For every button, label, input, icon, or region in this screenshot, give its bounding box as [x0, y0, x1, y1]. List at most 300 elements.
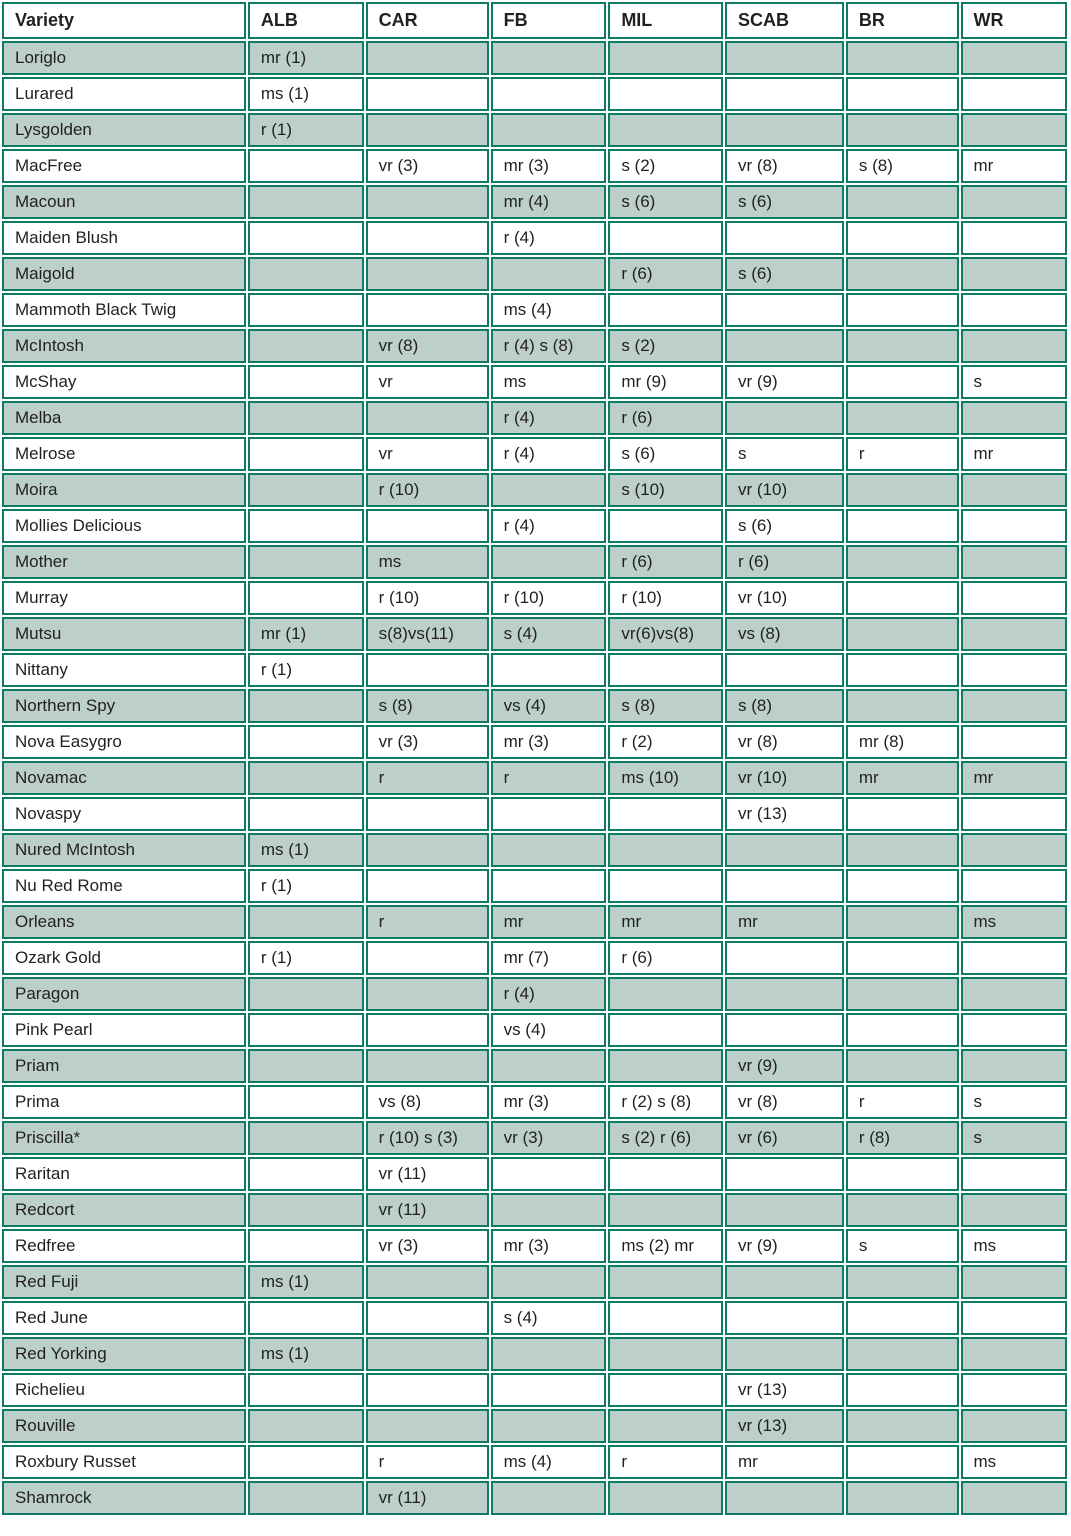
rating-cell-br — [846, 473, 959, 507]
rating-cell-scab: vr (13) — [725, 797, 844, 831]
rating-cell-alb — [248, 257, 364, 291]
rating-cell-scab: vr (6) — [725, 1121, 844, 1155]
rating-cell-alb — [248, 473, 364, 507]
rating-cell-car — [366, 1373, 489, 1407]
rating-cell-car: vr (11) — [366, 1193, 489, 1227]
rating-cell-br — [846, 113, 959, 147]
variety-cell: Mother — [2, 545, 246, 579]
rating-cell-scab — [725, 1157, 844, 1191]
rating-cell-br — [846, 1445, 959, 1479]
rating-cell-fb — [491, 113, 607, 147]
table-row — [2, 653, 1067, 687]
column-header-variety: Variety — [2, 2, 246, 39]
rating-cell-br: mr — [846, 761, 959, 795]
rating-cell-alb: r (1) — [248, 113, 364, 147]
variety-cell: Pink Pearl — [2, 1013, 246, 1047]
rating-cell-br: s (8) — [846, 149, 959, 183]
rating-cell-alb — [248, 689, 364, 723]
rating-cell-fb: r (4) — [491, 509, 607, 543]
rating-cell-mil: vr(6)vs(8) — [608, 617, 723, 651]
rating-cell-wr — [961, 797, 1068, 831]
rating-cell-mil: s (8) — [608, 689, 723, 723]
rating-cell-car — [366, 797, 489, 831]
rating-cell-fb — [491, 77, 607, 111]
rating-cell-scab: vr (9) — [725, 1229, 844, 1263]
rating-cell-fb — [491, 1409, 607, 1443]
rating-cell-fb — [491, 1157, 607, 1191]
rating-cell-br — [846, 1481, 959, 1515]
column-header-car: CAR — [366, 2, 489, 39]
rating-cell-scab — [725, 1013, 844, 1047]
rating-cell-car: vr — [366, 365, 489, 399]
rating-cell-wr — [961, 1409, 1068, 1443]
rating-cell-car: r (10) s (3) — [366, 1121, 489, 1155]
table-row — [2, 77, 1067, 111]
variety-cell: Rouville — [2, 1409, 246, 1443]
rating-cell-alb — [248, 149, 364, 183]
rating-cell-mil: r (6) — [608, 401, 723, 435]
variety-cell: Mollies Delicious — [2, 509, 246, 543]
rating-cell-mil: s (10) — [608, 473, 723, 507]
rating-cell-alb — [248, 905, 364, 939]
rating-cell-car: vr (3) — [366, 1229, 489, 1263]
rating-cell-br — [846, 1373, 959, 1407]
rating-cell-br: mr (8) — [846, 725, 959, 759]
rating-cell-car — [366, 1337, 489, 1371]
rating-cell-br — [846, 1013, 959, 1047]
rating-cell-br — [846, 581, 959, 615]
rating-cell-wr — [961, 41, 1068, 75]
rating-cell-fb — [491, 869, 607, 903]
variety-cell: Melrose — [2, 437, 246, 471]
rating-cell-br — [846, 185, 959, 219]
variety-cell: Novamac — [2, 761, 246, 795]
rating-cell-scab: vr (10) — [725, 473, 844, 507]
rating-cell-mil — [608, 77, 723, 111]
rating-cell-mil: r (6) — [608, 941, 723, 975]
rating-cell-scab: vr (8) — [725, 149, 844, 183]
rating-cell-fb: mr (3) — [491, 1085, 607, 1119]
table-row — [2, 1409, 1067, 1443]
rating-cell-mil — [608, 509, 723, 543]
rating-cell-car: r — [366, 1445, 489, 1479]
variety-cell: Lurared — [2, 77, 246, 111]
column-header-fb: FB — [491, 2, 607, 39]
rating-cell-fb — [491, 1049, 607, 1083]
rating-cell-fb — [491, 833, 607, 867]
table-row — [2, 257, 1067, 291]
table-row — [2, 113, 1067, 147]
rating-cell-br — [846, 509, 959, 543]
rating-cell-alb: r (1) — [248, 941, 364, 975]
rating-cell-alb — [248, 1157, 364, 1191]
variety-cell: Melba — [2, 401, 246, 435]
rating-cell-wr — [961, 257, 1068, 291]
rating-cell-fb: r (10) — [491, 581, 607, 615]
rating-cell-wr: ms — [961, 1445, 1068, 1479]
rating-cell-fb: ms (4) — [491, 293, 607, 327]
variety-cell: Northern Spy — [2, 689, 246, 723]
rating-cell-car: vr — [366, 437, 489, 471]
rating-cell-wr — [961, 869, 1068, 903]
rating-cell-mil — [608, 1049, 723, 1083]
rating-cell-alb — [248, 365, 364, 399]
variety-cell: Nured McIntosh — [2, 833, 246, 867]
rating-cell-wr — [961, 977, 1068, 1011]
rating-cell-car — [366, 401, 489, 435]
rating-cell-alb: ms (1) — [248, 77, 364, 111]
rating-cell-br — [846, 1193, 959, 1227]
variety-cell: Moira — [2, 473, 246, 507]
rating-cell-mil: s (2) — [608, 329, 723, 363]
rating-cell-fb — [491, 797, 607, 831]
rating-cell-fb: r (4) — [491, 221, 607, 255]
variety-cell: McIntosh — [2, 329, 246, 363]
variety-cell: Shamrock — [2, 1481, 246, 1515]
variety-cell: Paragon — [2, 977, 246, 1011]
rating-cell-br — [846, 41, 959, 75]
table-row — [2, 221, 1067, 255]
rating-cell-scab: mr — [725, 1445, 844, 1479]
rating-cell-mil — [608, 1013, 723, 1047]
rating-cell-br — [846, 1049, 959, 1083]
rating-cell-scab: s (8) — [725, 689, 844, 723]
rating-cell-wr — [961, 509, 1068, 543]
rating-cell-car: ms — [366, 545, 489, 579]
header-row — [2, 2, 1067, 39]
column-header-scab: SCAB — [725, 2, 844, 39]
rating-cell-wr — [961, 1481, 1068, 1515]
rating-cell-alb — [248, 1409, 364, 1443]
rating-cell-wr — [961, 185, 1068, 219]
rating-cell-scab — [725, 221, 844, 255]
table-row — [2, 1373, 1067, 1407]
rating-cell-fb: ms — [491, 365, 607, 399]
rating-cell-scab — [725, 653, 844, 687]
rating-cell-br — [846, 1337, 959, 1371]
rating-cell-br — [846, 221, 959, 255]
rating-cell-wr — [961, 941, 1068, 975]
column-header-wr: WR — [961, 2, 1068, 39]
rating-cell-scab: vr (8) — [725, 725, 844, 759]
table-row — [2, 1229, 1067, 1263]
table-row — [2, 1481, 1067, 1515]
rating-cell-car: vr (3) — [366, 725, 489, 759]
rating-cell-scab — [725, 941, 844, 975]
rating-cell-mil — [608, 977, 723, 1011]
rating-cell-alb: ms (1) — [248, 833, 364, 867]
rating-cell-alb: mr (1) — [248, 617, 364, 651]
rating-cell-scab: vr (10) — [725, 581, 844, 615]
rating-cell-mil — [608, 833, 723, 867]
rating-cell-br — [846, 797, 959, 831]
rating-cell-br — [846, 1157, 959, 1191]
rating-cell-alb — [248, 437, 364, 471]
rating-cell-scab: vr (13) — [725, 1409, 844, 1443]
variety-cell: Redfree — [2, 1229, 246, 1263]
rating-cell-car: r — [366, 761, 489, 795]
rating-cell-scab — [725, 1481, 844, 1515]
variety-cell: Nu Red Rome — [2, 869, 246, 903]
column-header-br: BR — [846, 2, 959, 39]
table-row — [2, 833, 1067, 867]
rating-cell-alb — [248, 977, 364, 1011]
rating-cell-mil — [608, 293, 723, 327]
rating-cell-wr — [961, 1049, 1068, 1083]
rating-cell-scab: s (6) — [725, 185, 844, 219]
rating-cell-wr — [961, 221, 1068, 255]
rating-cell-wr: s — [961, 365, 1068, 399]
rating-cell-alb — [248, 185, 364, 219]
variety-cell: Richelieu — [2, 1373, 246, 1407]
rating-cell-fb — [491, 473, 607, 507]
rating-cell-br — [846, 869, 959, 903]
rating-cell-alb: r (1) — [248, 653, 364, 687]
rating-cell-scab — [725, 1193, 844, 1227]
rating-cell-fb: mr (4) — [491, 185, 607, 219]
rating-cell-wr — [961, 1193, 1068, 1227]
rating-cell-scab: s (6) — [725, 509, 844, 543]
rating-cell-fb: mr (3) — [491, 1229, 607, 1263]
rating-cell-scab: r (6) — [725, 545, 844, 579]
variety-cell: MacFree — [2, 149, 246, 183]
rating-cell-car: s (8) — [366, 689, 489, 723]
table-row — [2, 869, 1067, 903]
variety-cell: Priscilla* — [2, 1121, 246, 1155]
rating-cell-scab: s — [725, 437, 844, 471]
variety-cell: Redcort — [2, 1193, 246, 1227]
rating-cell-br — [846, 689, 959, 723]
rating-cell-car — [366, 41, 489, 75]
rating-cell-fb — [491, 653, 607, 687]
rating-cell-car — [366, 509, 489, 543]
rating-cell-wr — [961, 725, 1068, 759]
rating-cell-fb: vs (4) — [491, 1013, 607, 1047]
rating-cell-car — [366, 113, 489, 147]
rating-cell-fb: s (4) — [491, 1301, 607, 1335]
rating-cell-alb — [248, 797, 364, 831]
rating-cell-car — [366, 77, 489, 111]
rating-cell-scab: vr (10) — [725, 761, 844, 795]
rating-cell-mil — [608, 1409, 723, 1443]
rating-cell-scab: vr (9) — [725, 1049, 844, 1083]
rating-cell-scab — [725, 1301, 844, 1335]
rating-cell-mil: s (6) — [608, 437, 723, 471]
rating-cell-alb — [248, 1049, 364, 1083]
rating-cell-br: s — [846, 1229, 959, 1263]
rating-cell-br — [846, 329, 959, 363]
rating-cell-alb: ms (1) — [248, 1265, 364, 1299]
rating-cell-car — [366, 977, 489, 1011]
variety-cell: Red June — [2, 1301, 246, 1335]
rating-cell-scab — [725, 401, 844, 435]
rating-cell-scab — [725, 293, 844, 327]
rating-cell-fb — [491, 545, 607, 579]
variety-cell: Roxbury Russet — [2, 1445, 246, 1479]
table-row — [2, 1013, 1067, 1047]
rating-cell-mil — [608, 1193, 723, 1227]
table-row — [2, 1049, 1067, 1083]
rating-cell-car — [366, 1013, 489, 1047]
rating-cell-fb: vs (4) — [491, 689, 607, 723]
rating-cell-car — [366, 653, 489, 687]
rating-cell-fb: s (4) — [491, 617, 607, 651]
rating-cell-alb — [248, 329, 364, 363]
rating-cell-wr — [961, 689, 1068, 723]
rating-cell-br: r (8) — [846, 1121, 959, 1155]
variety-cell: Loriglo — [2, 41, 246, 75]
rating-cell-fb: r (4) — [491, 977, 607, 1011]
rating-cell-scab — [725, 833, 844, 867]
rating-cell-mil — [608, 113, 723, 147]
rating-cell-scab: vr (13) — [725, 1373, 844, 1407]
rating-cell-alb — [248, 1481, 364, 1515]
rating-cell-mil: r — [608, 1445, 723, 1479]
table-row — [2, 437, 1067, 471]
rating-cell-fb: r (4) — [491, 401, 607, 435]
rating-cell-scab — [725, 41, 844, 75]
variety-cell: Lysgolden — [2, 113, 246, 147]
variety-cell: Mutsu — [2, 617, 246, 651]
rating-cell-wr: mr — [961, 761, 1068, 795]
rating-cell-br — [846, 905, 959, 939]
rating-cell-wr: ms — [961, 1229, 1068, 1263]
table-row — [2, 977, 1067, 1011]
rating-cell-br — [846, 401, 959, 435]
rating-cell-scab: mr — [725, 905, 844, 939]
table-row — [2, 617, 1067, 651]
rating-cell-car — [366, 1301, 489, 1335]
table-row — [2, 365, 1067, 399]
rating-cell-wr — [961, 1265, 1068, 1299]
rating-cell-fb — [491, 257, 607, 291]
rating-cell-mil — [608, 221, 723, 255]
table-row — [2, 1157, 1067, 1191]
rating-cell-fb — [491, 1193, 607, 1227]
rating-cell-br — [846, 941, 959, 975]
rating-cell-scab — [725, 1337, 844, 1371]
rating-cell-alb — [248, 293, 364, 327]
rating-cell-alb — [248, 725, 364, 759]
rating-cell-fb — [491, 1481, 607, 1515]
variety-cell: Nittany — [2, 653, 246, 687]
variety-cell: Red Yorking — [2, 1337, 246, 1371]
rating-cell-br — [846, 365, 959, 399]
table-row — [2, 545, 1067, 579]
rating-cell-mil — [608, 1337, 723, 1371]
rating-cell-car: s(8)vs(11) — [366, 617, 489, 651]
rating-cell-scab — [725, 977, 844, 1011]
table-row — [2, 509, 1067, 543]
rating-cell-wr — [961, 77, 1068, 111]
rating-cell-alb — [248, 1445, 364, 1479]
rating-cell-mil — [608, 869, 723, 903]
rating-cell-fb: r (4) — [491, 437, 607, 471]
rating-cell-car: r (10) — [366, 581, 489, 615]
rating-cell-br — [846, 257, 959, 291]
table-row — [2, 1265, 1067, 1299]
table-row — [2, 329, 1067, 363]
rating-cell-wr — [961, 653, 1068, 687]
column-header-alb: ALB — [248, 2, 364, 39]
rating-cell-br — [846, 1265, 959, 1299]
rating-cell-alb — [248, 1085, 364, 1119]
rating-cell-mil: mr — [608, 905, 723, 939]
rating-cell-mil: r (6) — [608, 545, 723, 579]
table-row — [2, 473, 1067, 507]
rating-cell-br — [846, 977, 959, 1011]
table-row — [2, 401, 1067, 435]
rating-cell-scab — [725, 329, 844, 363]
table-row — [2, 185, 1067, 219]
rating-cell-mil: s (6) — [608, 185, 723, 219]
rating-cell-scab: vr (8) — [725, 1085, 844, 1119]
rating-cell-wr — [961, 1301, 1068, 1335]
rating-cell-alb — [248, 581, 364, 615]
rating-cell-car — [366, 1049, 489, 1083]
rating-cell-car — [366, 185, 489, 219]
rating-cell-wr — [961, 113, 1068, 147]
table-row — [2, 761, 1067, 795]
rating-cell-car: r — [366, 905, 489, 939]
rating-cell-scab: vr (9) — [725, 365, 844, 399]
rating-cell-wr — [961, 617, 1068, 651]
rating-cell-alb: mr (1) — [248, 41, 364, 75]
rating-cell-fb: mr (3) — [491, 149, 607, 183]
rating-cell-mil — [608, 1157, 723, 1191]
variety-cell: Maigold — [2, 257, 246, 291]
rating-cell-alb — [248, 1373, 364, 1407]
rating-cell-alb — [248, 509, 364, 543]
rating-cell-wr — [961, 329, 1068, 363]
rating-cell-mil: ms (2) mr — [608, 1229, 723, 1263]
rating-cell-mil — [608, 1301, 723, 1335]
rating-cell-fb: mr (3) — [491, 725, 607, 759]
rating-cell-scab — [725, 1265, 844, 1299]
rating-cell-mil: r (2) — [608, 725, 723, 759]
rating-cell-br — [846, 545, 959, 579]
rating-cell-car — [366, 221, 489, 255]
rating-cell-fb: mr — [491, 905, 607, 939]
variety-cell: McShay — [2, 365, 246, 399]
rating-cell-wr: s — [961, 1121, 1068, 1155]
table-row — [2, 293, 1067, 327]
table-row — [2, 149, 1067, 183]
rating-cell-wr — [961, 401, 1068, 435]
rating-cell-mil: r (2) s (8) — [608, 1085, 723, 1119]
variety-cell: Nova Easygro — [2, 725, 246, 759]
table-row — [2, 725, 1067, 759]
rating-cell-wr: mr — [961, 437, 1068, 471]
rating-cell-scab — [725, 113, 844, 147]
rating-cell-fb — [491, 41, 607, 75]
rating-cell-wr — [961, 581, 1068, 615]
rating-cell-fb — [491, 1373, 607, 1407]
column-header-mil: MIL — [608, 2, 723, 39]
rating-cell-mil: s (2) — [608, 149, 723, 183]
rating-cell-car — [366, 293, 489, 327]
rating-cell-wr — [961, 1157, 1068, 1191]
variety-cell: Macoun — [2, 185, 246, 219]
rating-cell-alb — [248, 545, 364, 579]
rating-cell-alb — [248, 761, 364, 795]
rating-cell-br — [846, 1409, 959, 1443]
table-row — [2, 941, 1067, 975]
rating-cell-car: vr (8) — [366, 329, 489, 363]
rating-cell-wr: ms — [961, 905, 1068, 939]
rating-cell-car: vs (8) — [366, 1085, 489, 1119]
table-row — [2, 1337, 1067, 1371]
